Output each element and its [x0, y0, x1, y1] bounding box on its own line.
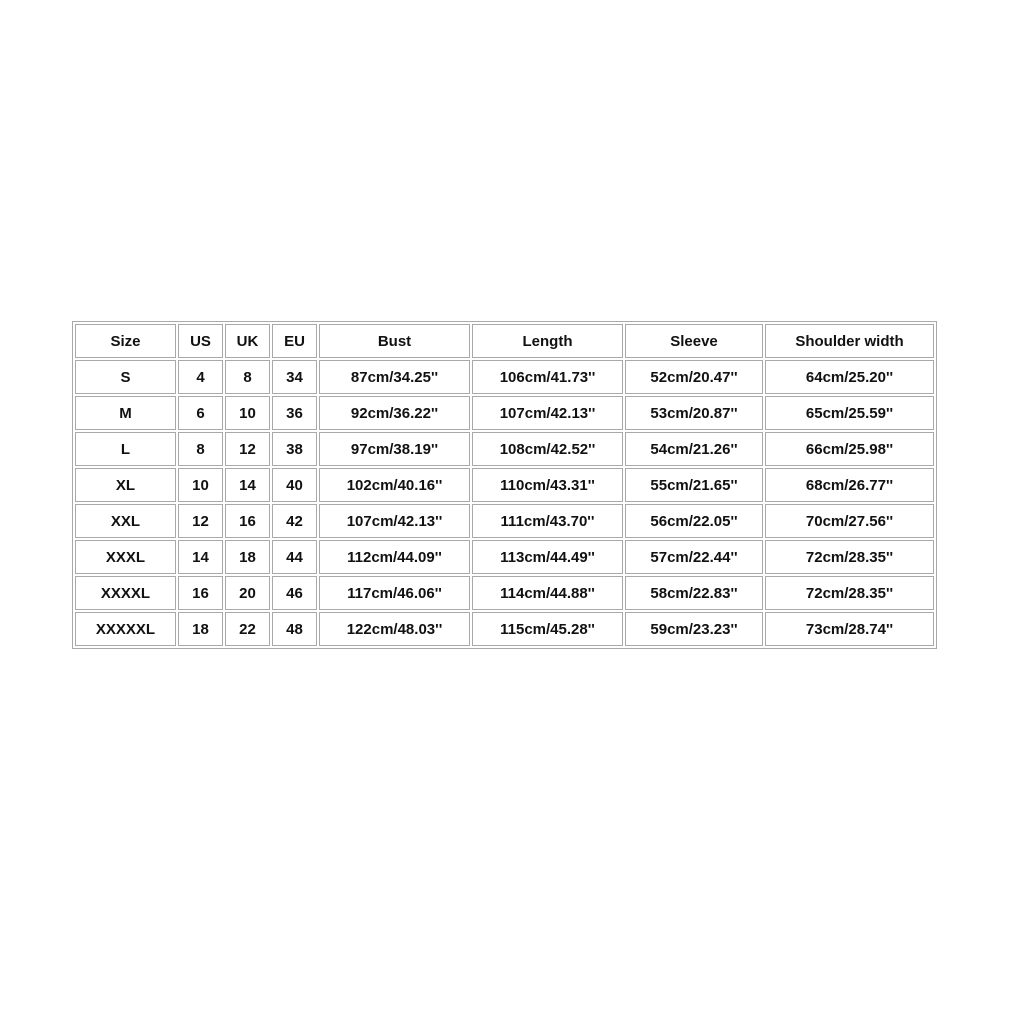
cell-bust: 97cm/38.19'': [319, 432, 470, 466]
table-row: [75, 576, 934, 610]
table-row: [75, 504, 934, 538]
cell-bust: 122cm/48.03'': [319, 612, 470, 646]
header-sleeve: Sleeve: [625, 324, 763, 358]
cell-us: 8: [178, 432, 223, 466]
cell-shoulder-width: 72cm/28.35'': [765, 576, 934, 610]
cell-sleeve: 55cm/21.65'': [625, 468, 763, 502]
cell-uk: 18: [225, 540, 270, 574]
cell-length: 114cm/44.88'': [472, 576, 623, 610]
cell-bust: 92cm/36.22'': [319, 396, 470, 430]
table-row: [75, 396, 934, 430]
cell-us: 18: [178, 612, 223, 646]
cell-sleeve: 52cm/20.47'': [625, 360, 763, 394]
header-uk: UK: [225, 324, 270, 358]
cell-length: 107cm/42.13'': [472, 396, 623, 430]
cell-eu: 34: [272, 360, 317, 394]
cell-size: XXXXL: [75, 576, 176, 610]
table-row: [75, 432, 934, 466]
size-chart-table: [72, 321, 937, 649]
cell-eu: 48: [272, 612, 317, 646]
cell-uk: 22: [225, 612, 270, 646]
table-row: [75, 540, 934, 574]
cell-uk: 16: [225, 504, 270, 538]
cell-eu: 42: [272, 504, 317, 538]
cell-uk: 8: [225, 360, 270, 394]
cell-length: 106cm/41.73'': [472, 360, 623, 394]
cell-us: 10: [178, 468, 223, 502]
table-header-row: [75, 324, 934, 358]
cell-bust: 117cm/46.06'': [319, 576, 470, 610]
cell-bust: 107cm/42.13'': [319, 504, 470, 538]
cell-eu: 38: [272, 432, 317, 466]
header-length: Length: [472, 324, 623, 358]
cell-uk: 10: [225, 396, 270, 430]
header-size: Size: [75, 324, 176, 358]
cell-length: 110cm/43.31'': [472, 468, 623, 502]
header-shoulder-width: Shoulder width: [765, 324, 934, 358]
cell-length: 113cm/44.49'': [472, 540, 623, 574]
cell-size: XXXXXL: [75, 612, 176, 646]
cell-length: 108cm/42.52'': [472, 432, 623, 466]
cell-shoulder-width: 65cm/25.59'': [765, 396, 934, 430]
cell-uk: 12: [225, 432, 270, 466]
cell-shoulder-width: 73cm/28.74'': [765, 612, 934, 646]
cell-shoulder-width: 64cm/25.20'': [765, 360, 934, 394]
cell-shoulder-width: 68cm/26.77'': [765, 468, 934, 502]
cell-us: 12: [178, 504, 223, 538]
header-us: US: [178, 324, 223, 358]
cell-eu: 46: [272, 576, 317, 610]
cell-length: 115cm/45.28'': [472, 612, 623, 646]
cell-size: S: [75, 360, 176, 394]
header-eu: EU: [272, 324, 317, 358]
cell-shoulder-width: 70cm/27.56'': [765, 504, 934, 538]
cell-sleeve: 59cm/23.23'': [625, 612, 763, 646]
cell-size: XXL: [75, 504, 176, 538]
cell-sleeve: 54cm/21.26'': [625, 432, 763, 466]
cell-eu: 40: [272, 468, 317, 502]
cell-size: XL: [75, 468, 176, 502]
cell-us: 14: [178, 540, 223, 574]
table-row: [75, 360, 934, 394]
cell-size: L: [75, 432, 176, 466]
cell-eu: 44: [272, 540, 317, 574]
cell-us: 4: [178, 360, 223, 394]
cell-bust: 112cm/44.09'': [319, 540, 470, 574]
cell-us: 6: [178, 396, 223, 430]
cell-shoulder-width: 72cm/28.35'': [765, 540, 934, 574]
cell-sleeve: 58cm/22.83'': [625, 576, 763, 610]
cell-uk: 14: [225, 468, 270, 502]
cell-bust: 87cm/34.25'': [319, 360, 470, 394]
cell-shoulder-width: 66cm/25.98'': [765, 432, 934, 466]
header-bust: Bust: [319, 324, 470, 358]
cell-sleeve: 57cm/22.44'': [625, 540, 763, 574]
cell-sleeve: 56cm/22.05'': [625, 504, 763, 538]
cell-bust: 102cm/40.16'': [319, 468, 470, 502]
table-row: [75, 468, 934, 502]
table-row: [75, 612, 934, 646]
cell-size: XXXL: [75, 540, 176, 574]
cell-uk: 20: [225, 576, 270, 610]
cell-sleeve: 53cm/20.87'': [625, 396, 763, 430]
cell-length: 111cm/43.70'': [472, 504, 623, 538]
cell-us: 16: [178, 576, 223, 610]
cell-size: M: [75, 396, 176, 430]
cell-eu: 36: [272, 396, 317, 430]
